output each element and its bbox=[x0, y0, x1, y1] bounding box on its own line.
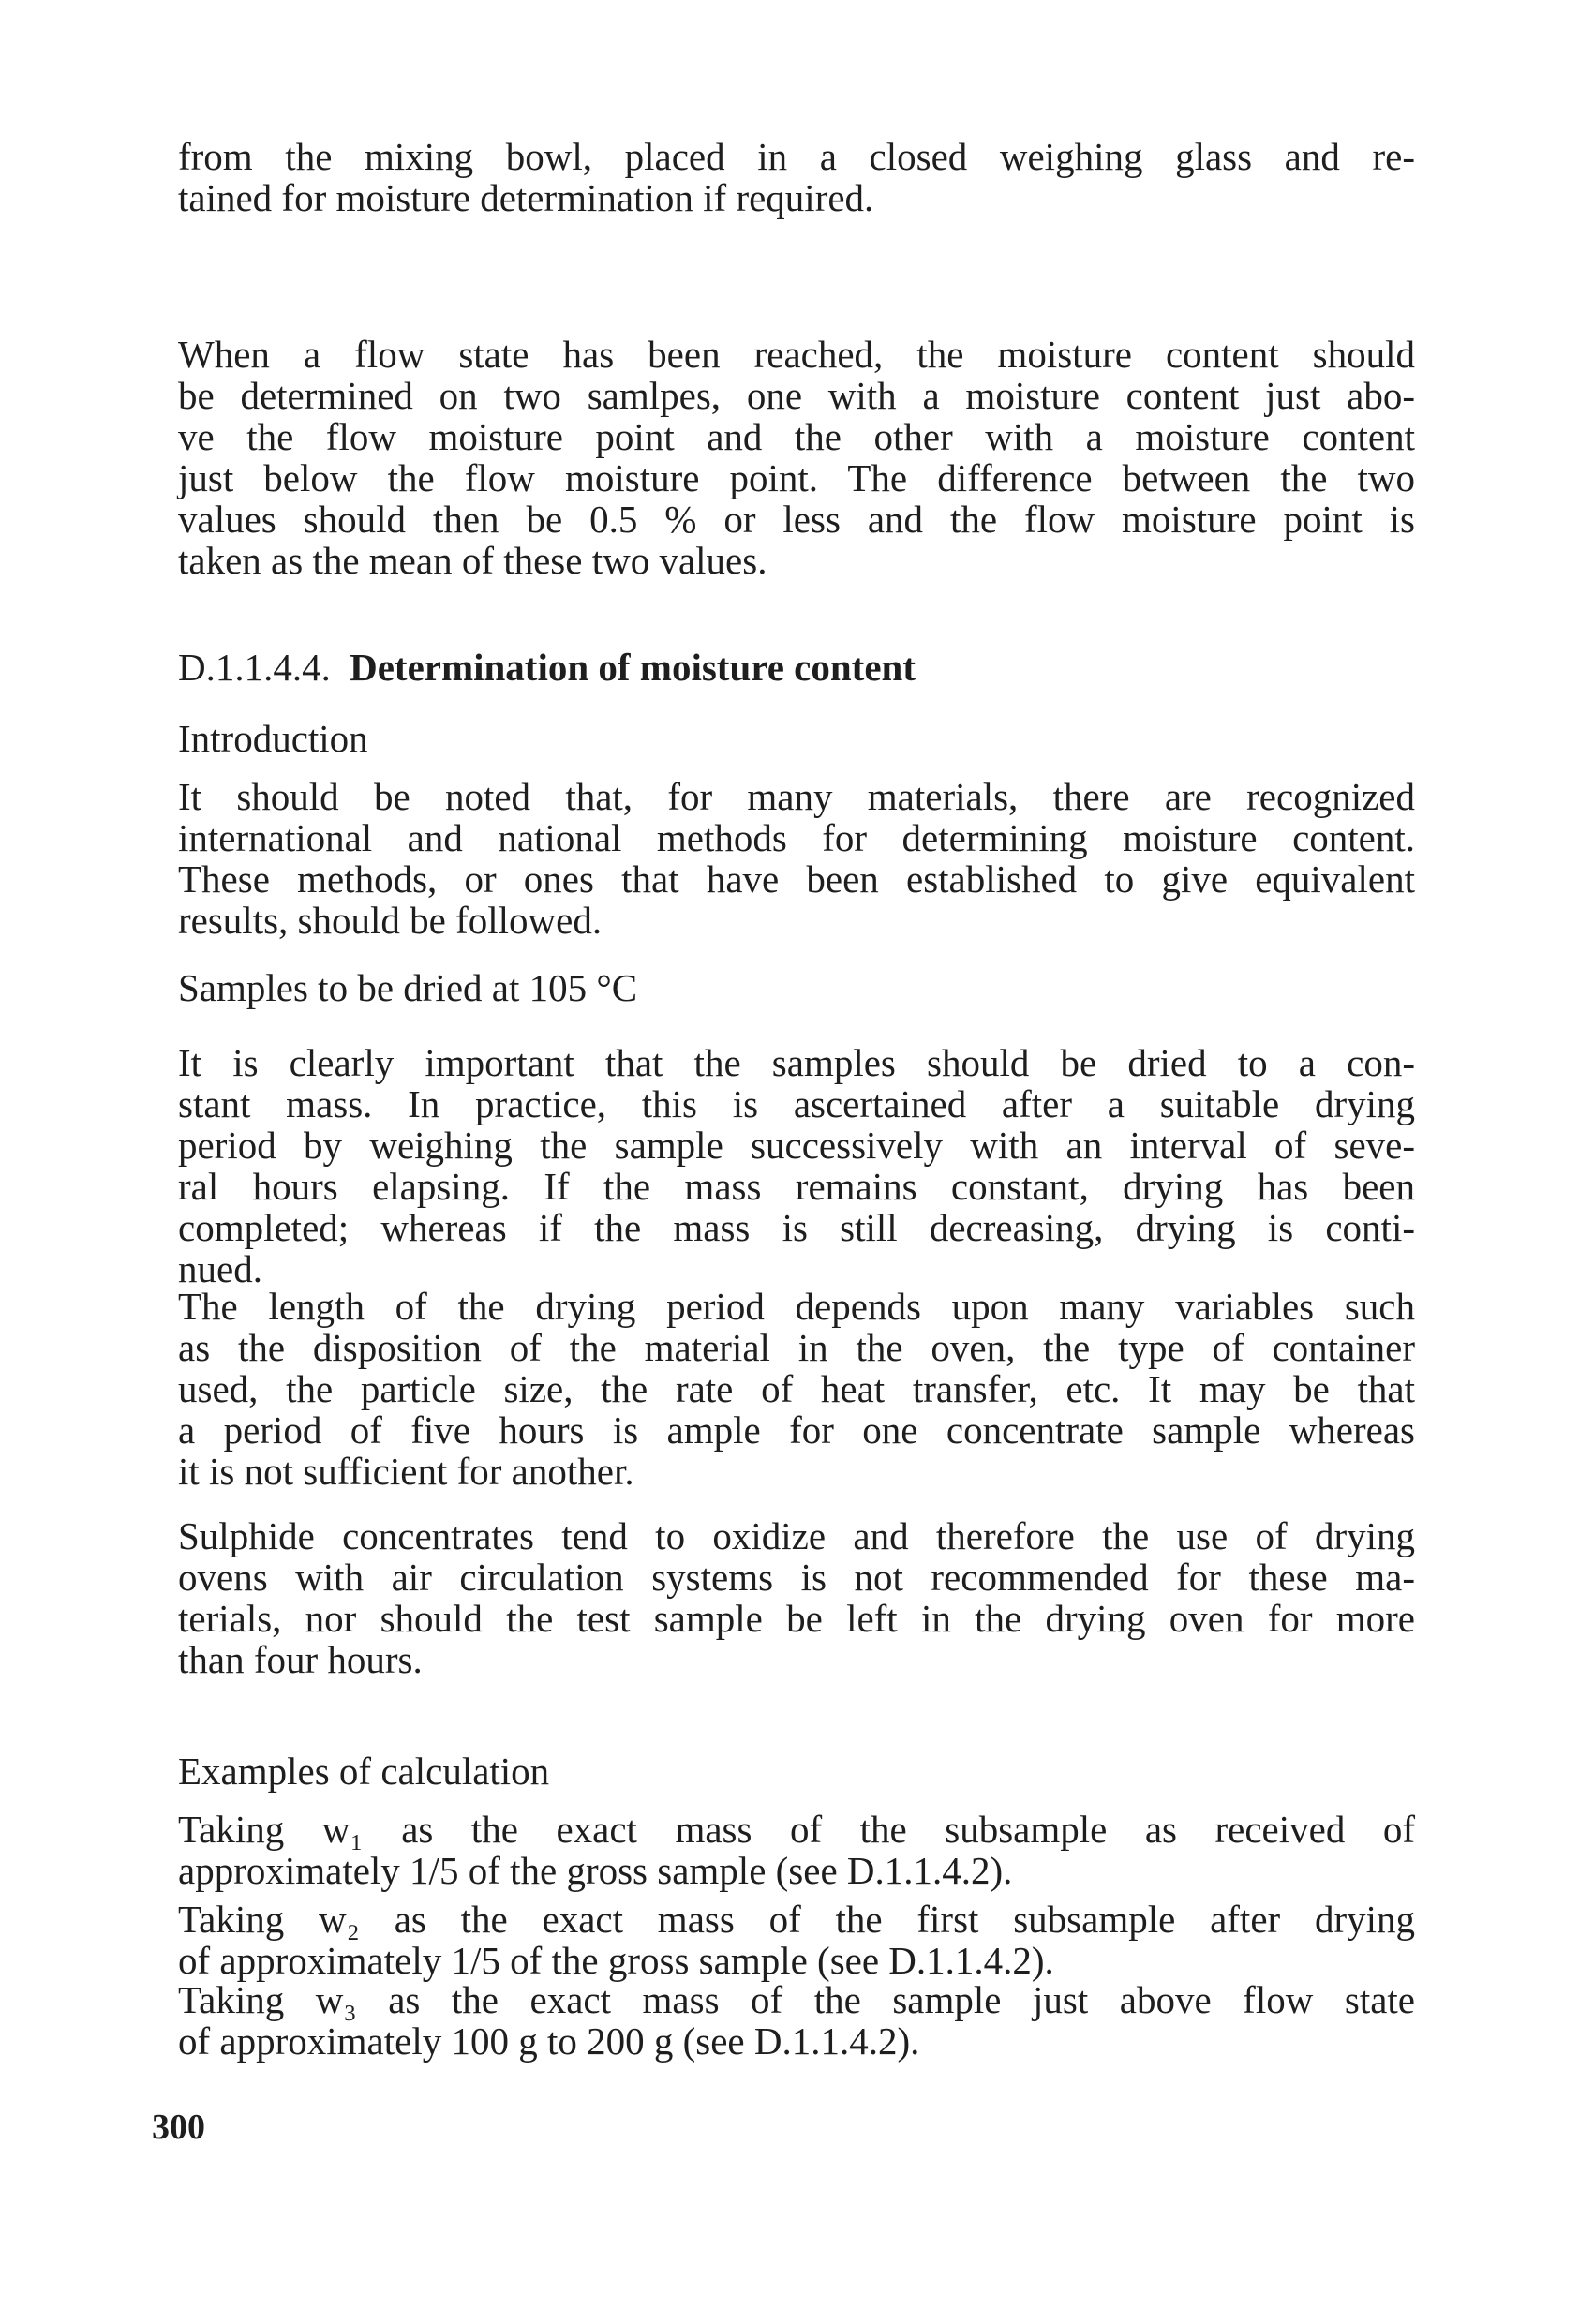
text-line: be determined on two samlpes, one with a moisture content just abo- bbox=[178, 374, 1415, 417]
paragraph-drying-period bbox=[178, 1286, 1415, 1492]
text-line: from the mixing bowl, placed in a closed weighing glass and re- bbox=[178, 135, 1415, 178]
text-line: It is clearly important that the samples should be dried to a con- bbox=[178, 1041, 1415, 1084]
paragraph-w1 bbox=[178, 1809, 1415, 1891]
text-line: international and national methods for determining moisture content. bbox=[178, 816, 1415, 859]
section-heading bbox=[178, 647, 916, 688]
text-line: period by weighing the sample successively with an interval of seve- bbox=[178, 1124, 1415, 1167]
section-title: Determination of moisture content bbox=[350, 646, 916, 689]
text-line: tained for moisture determination if required. bbox=[178, 176, 874, 219]
paragraph-mixing-bowl bbox=[178, 136, 1415, 218]
text-line: These methods, or ones that have been established to give equivalent bbox=[178, 857, 1415, 901]
text-line: values should then be 0.5 % or less and the flow moisture point is bbox=[178, 498, 1415, 541]
text-line: nued. bbox=[178, 1247, 262, 1290]
paragraph-constant-mass bbox=[178, 1042, 1415, 1289]
text-line: it is not sufficient for another. bbox=[178, 1450, 634, 1493]
text-line: Sulphide concentrates tend to oxidize and therefore the use of drying bbox=[178, 1514, 1415, 1557]
text-line: a period of five hours is ample for one concentrate sample whereas bbox=[178, 1408, 1415, 1452]
text-line: completed; whereas if the mass is still decreasing, drying is conti- bbox=[178, 1206, 1415, 1249]
section-number: D.1.1.4.4. bbox=[178, 646, 331, 689]
text-line: terials, nor should the test sample be left in the drying oven for more bbox=[178, 1597, 1415, 1640]
paragraph-recognized-methods bbox=[178, 776, 1415, 941]
text-line: approximately 1/5 of the gross sample (see D.1.1.4.2). bbox=[178, 1849, 1013, 1892]
text-line: When a flow state has been reached, the moisture content should bbox=[178, 333, 1415, 376]
paragraph-flow-state bbox=[178, 334, 1415, 581]
text-line: ve the flow moisture point and the other with a moisture content bbox=[178, 415, 1415, 458]
text-line: taken as the mean of these two values. bbox=[178, 539, 767, 582]
text-line: stant mass. In practice, this is ascertained after a suitable drying bbox=[178, 1082, 1415, 1125]
subheading-introduction: Introduction bbox=[178, 717, 368, 760]
text-line: than four hours. bbox=[178, 1638, 423, 1681]
paragraph-w3 bbox=[178, 1979, 1415, 2062]
text-line: as the disposition of the material in the oven, the type of container bbox=[178, 1326, 1415, 1369]
text-line: Taking w₂ as the exact mass of the first subsample after drying bbox=[178, 1898, 1415, 1941]
text-line: used, the particle size, the rate of heat transfer, etc. It may be that bbox=[178, 1367, 1415, 1410]
text-line: of approximately 100 g to 200 g (see D.1.1.4.2). bbox=[178, 2019, 920, 2063]
page-number: 300 bbox=[152, 2108, 205, 2147]
text-line: ral hours elapsing. If the mass remains constant, drying has been bbox=[178, 1165, 1415, 1208]
text-line: Taking w₁ as the exact mass of the subsample as received of bbox=[178, 1808, 1415, 1851]
text-line: just below the flow moisture point. The difference between the two bbox=[178, 456, 1415, 499]
subheading-examples: Examples of calculation bbox=[178, 1750, 550, 1793]
text-line: It should be noted that, for many materials, there are recognized bbox=[178, 775, 1415, 818]
text-line: ovens with air circulation systems is not recommended for these ma- bbox=[178, 1556, 1415, 1599]
paragraph-w2 bbox=[178, 1899, 1415, 1981]
subheading-samples-dried: Samples to be dried at 105 °C bbox=[178, 966, 638, 1009]
text-line: results, should be followed. bbox=[178, 899, 603, 942]
text-line: of approximately 1/5 of the gross sample (see D.1.1.4.2). bbox=[178, 1939, 1054, 1982]
text-line: The length of the drying period depends upon many variables such bbox=[178, 1285, 1415, 1328]
paragraph-sulphide bbox=[178, 1515, 1415, 1680]
text-line: Taking w₃ as the exact mass of the sample just above flow state bbox=[178, 1978, 1415, 2021]
